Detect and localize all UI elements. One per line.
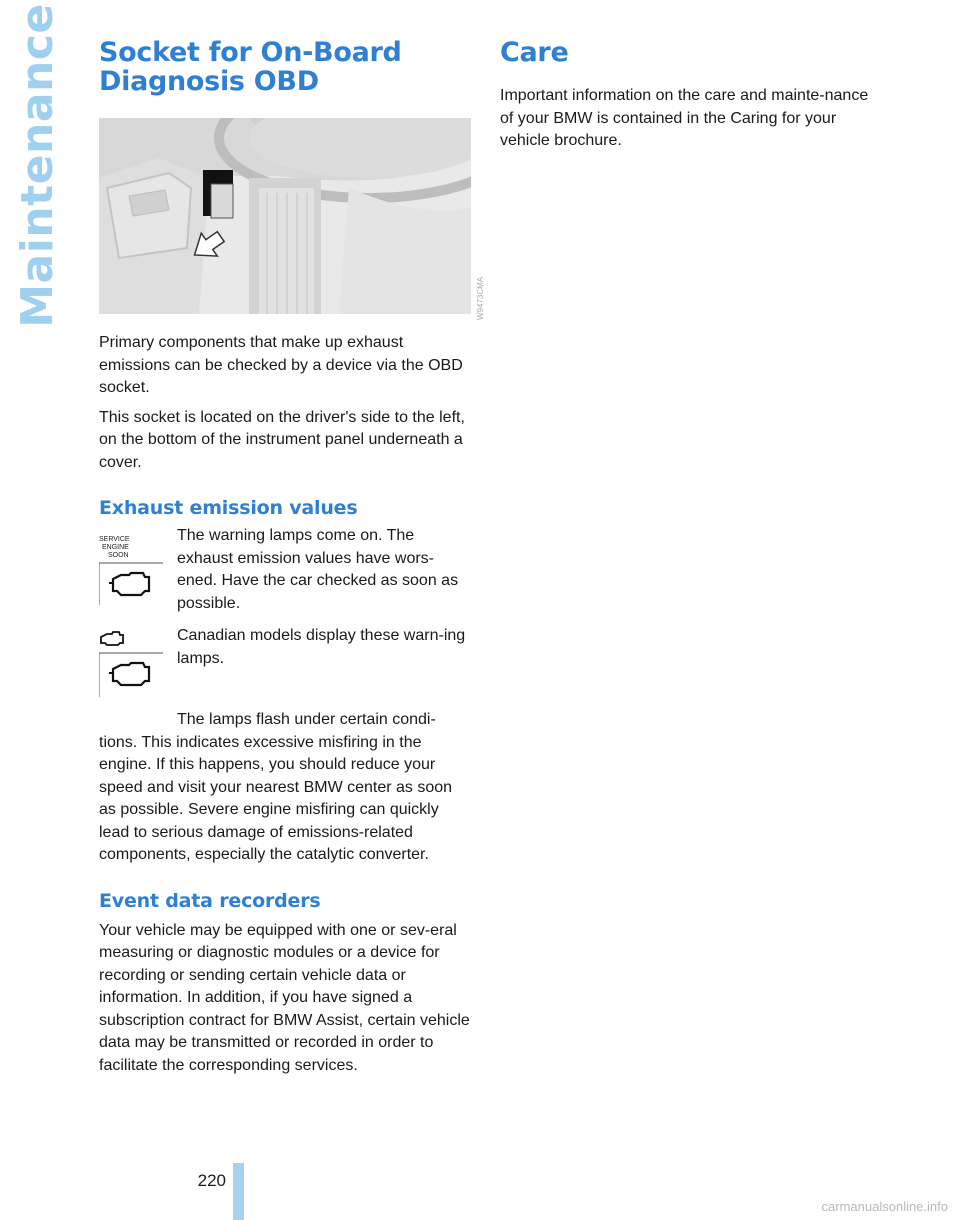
care-paragraph: Important information on the care and mainte-nance of your BMW is contained in the Caring for your vehicle brochure. (500, 87, 869, 149)
check-engine-icon (99, 629, 165, 701)
service-engine-soon-row (99, 525, 473, 615)
exhaust-paragraph-3 (99, 709, 473, 867)
watermark: carmanualsonline.info (821, 1199, 948, 1214)
exhaust-paragraph-2: Canadian models display these warn-ing lamps. (177, 627, 466, 667)
lamp-label-line3: SOON (108, 552, 129, 559)
obd-paragraph-1: Primary components that make up exhaust emissions can be checked by a device via the OBD socket. (99, 334, 463, 396)
obd-title (99, 38, 473, 96)
exhaust-paragraph-3-lead: The lamps flash under certain condi- (177, 711, 436, 728)
right-column (500, 38, 870, 153)
obd-title-line2: Diagnosis OBD (99, 66, 319, 97)
obd-title-line1: Socket for On-Board (99, 37, 402, 68)
service-engine-soon-lamp (99, 533, 165, 618)
obd-socket-photo (99, 118, 471, 314)
canada-engine-lamps (99, 629, 165, 706)
page-marker-bar (233, 1163, 244, 1220)
edr-paragraph: Your vehicle may be equipped with one or sev-eral measuring or diagnostic modules or a device for recording or sending certain vehicle data or information. In addition, if you have signed a subscription contract for BMW Assist, certain vehicle data may be transmitted or recorded in order to facilitate the corresponding services. (99, 921, 470, 1074)
lamp-label-line1: SERVICE (99, 536, 130, 543)
care-heading: Care (500, 37, 569, 68)
exhaust-heading: Exhaust emission values (99, 497, 358, 519)
service-engine-soon-icon (99, 533, 165, 613)
obd-socket-illustration (99, 118, 471, 314)
edr-heading: Event data recorders (99, 889, 321, 912)
exhaust-paragraph-1: The warning lamps come on. The exhaust emission values have wors-ened. Have the car checked as soon as possible. (177, 527, 459, 612)
obd-paragraph-2: This socket is located on the driver's side to the left, on the bottom of the instrument panel underneath a cover. (99, 408, 465, 471)
canada-lamp-row (99, 625, 473, 691)
left-column (99, 38, 473, 1077)
lamp-label-line2: ENGINE (102, 544, 129, 551)
exhaust-paragraph-3-rest: tions. This indicates excessive misfiring in the engine. If this happens, you should reduce your speed and visit your nearest BMW center as soon as possible. Severe engine misfiring can quickly lead to serious damage of emissions-related components, especially the catalytic converter. (99, 733, 453, 863)
section-side-tab (11, 2, 63, 328)
section-side-tab-label: Maintenance (11, 2, 63, 328)
page-number: 220 (197, 1171, 226, 1190)
photo-code: W9473CMA (476, 276, 485, 320)
